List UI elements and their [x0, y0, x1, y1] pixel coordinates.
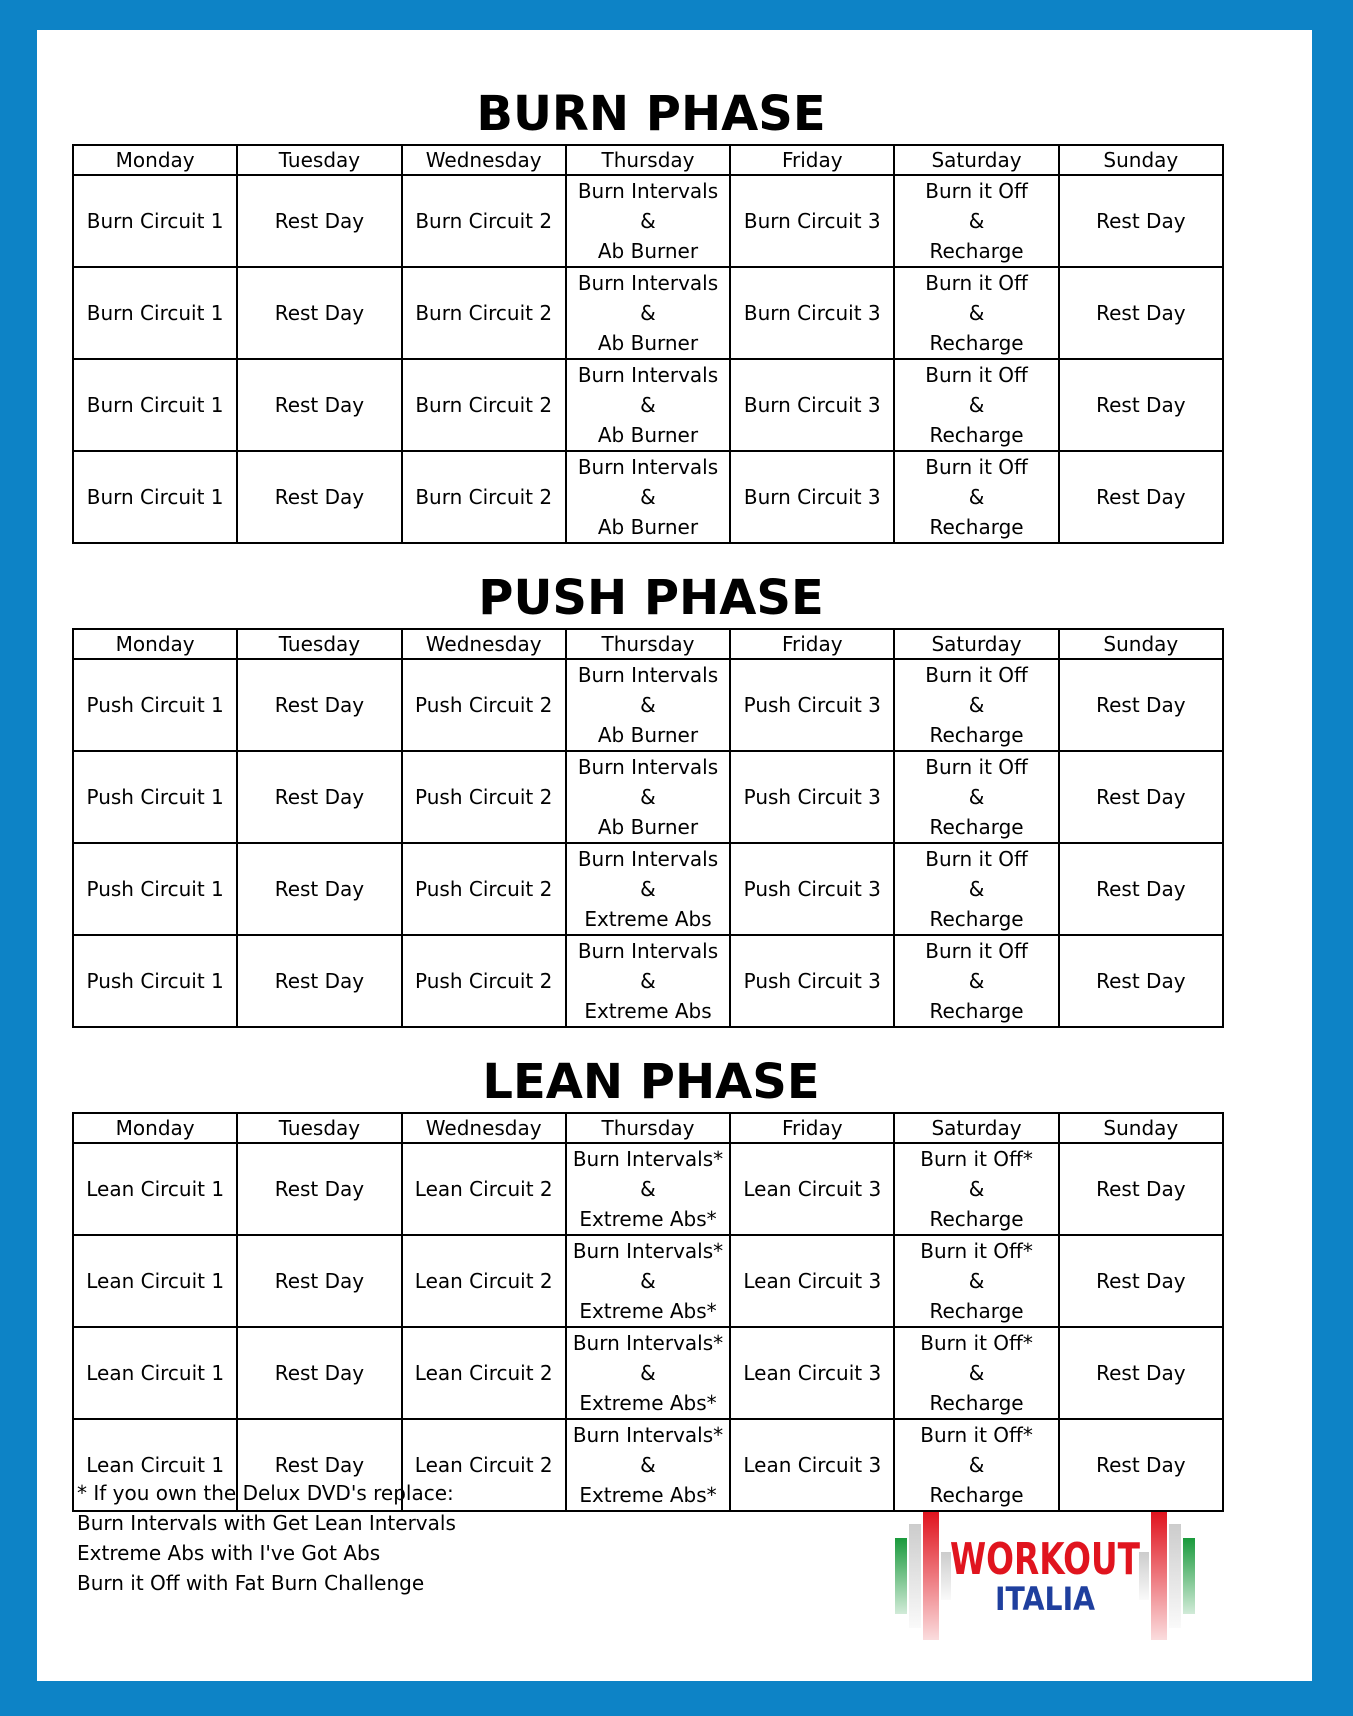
cell-line: Burn Intervals* — [572, 1147, 724, 1171]
cell-line: Push Circuit 2 — [415, 785, 553, 809]
cell-line: Ab Burner — [597, 423, 699, 447]
cell-line: Burn it Off — [925, 755, 1028, 779]
cell-line: Rest Day — [274, 1453, 365, 1477]
schedule-cell — [402, 659, 566, 751]
schedule-cell — [730, 267, 894, 359]
cell-line: & — [968, 1269, 985, 1293]
cell-line: Recharge — [929, 1483, 1024, 1507]
cell-line: Burn it Off — [925, 271, 1028, 295]
table-row — [73, 659, 1223, 751]
schedule-cell — [237, 1235, 401, 1327]
cell-line: Lean Circuit 3 — [743, 1453, 882, 1477]
cell-line: Rest Day — [1096, 209, 1186, 233]
cell-line: Recharge — [929, 1299, 1024, 1323]
cell-line: Rest Day — [274, 1361, 365, 1385]
cell-line: Burn Circuit 3 — [743, 301, 881, 325]
schedule-cell — [1059, 751, 1223, 843]
cell-line: Ab Burner — [597, 815, 699, 839]
table-row — [73, 175, 1223, 267]
cell-line: Push Circuit 1 — [86, 785, 224, 809]
schedule-cell — [237, 751, 401, 843]
table-row — [73, 1327, 1223, 1419]
cell-line: Push Circuit 2 — [415, 877, 553, 901]
schedule-cell — [237, 359, 401, 451]
cell-line: Burn it Off* — [920, 1331, 1033, 1355]
cell-line: Lean Circuit 1 — [86, 1453, 225, 1477]
cell-line: & — [968, 301, 985, 325]
cell-line: Extreme Abs — [584, 999, 712, 1023]
schedule-cell — [1059, 659, 1223, 751]
cell-line: Rest Day — [274, 969, 365, 993]
day-header-sunday: Sunday — [1059, 145, 1223, 175]
schedule-cell — [730, 1419, 894, 1511]
schedule-cell — [402, 843, 566, 935]
cell-line: Burn Intervals — [577, 847, 719, 871]
schedule-table-lean — [72, 1112, 1224, 1512]
schedule-cell — [894, 659, 1058, 751]
schedule-cell — [73, 843, 237, 935]
cell-line: Rest Day — [274, 785, 365, 809]
schedule-cell — [566, 1235, 730, 1327]
schedule-cell — [237, 1143, 401, 1235]
schedule-cell — [566, 175, 730, 267]
footnote-line: * If you own the Delux DVD's replace: — [77, 1481, 454, 1505]
cell-line: Burn it Off — [925, 663, 1028, 687]
schedule-cell — [566, 267, 730, 359]
day-header-saturday: Saturday — [894, 629, 1058, 659]
cell-line: Lean Circuit 1 — [86, 1269, 225, 1293]
cell-line: Burn it Off* — [920, 1423, 1033, 1447]
cell-line: Burn it Off — [925, 847, 1028, 871]
cell-line: Lean Circuit 2 — [414, 1453, 553, 1477]
cell-line: Recharge — [929, 723, 1024, 747]
cell-line: Rest Day — [1096, 485, 1186, 509]
cell-line: Burn Intervals — [577, 271, 719, 295]
table-row — [73, 843, 1223, 935]
cell-line: Burn it Off — [925, 939, 1028, 963]
schedule-cell — [402, 359, 566, 451]
schedule-cell — [1059, 843, 1223, 935]
schedule-cell — [402, 1327, 566, 1419]
cell-line: Ab Burner — [597, 331, 699, 355]
day-header-wednesday: Wednesday — [402, 629, 566, 659]
day-header-saturday: Saturday — [894, 1113, 1058, 1143]
day-header-monday: Monday — [73, 1113, 237, 1143]
schedule-cell — [730, 451, 894, 543]
schedule-cell — [730, 1235, 894, 1327]
cell-line: & — [968, 485, 985, 509]
cell-line: Burn Circuit 3 — [743, 393, 881, 417]
cell-line: & — [640, 969, 656, 993]
cell-line: Rest Day — [274, 693, 365, 717]
schedule-cell — [402, 175, 566, 267]
cell-line: Push Circuit 2 — [415, 969, 553, 993]
schedule-cell — [566, 935, 730, 1027]
schedule-cell — [894, 359, 1058, 451]
phase-title-lean: LEAN PHASE — [482, 1054, 820, 1110]
table-row — [73, 1235, 1223, 1327]
schedule-cell — [894, 751, 1058, 843]
schedule-cell — [566, 1143, 730, 1235]
cell-line: Burn it Off — [925, 455, 1028, 479]
cell-line: & — [968, 693, 985, 717]
footnote-line: Extreme Abs with I've Got Abs — [77, 1541, 381, 1565]
table-row — [73, 935, 1223, 1027]
cell-line: Rest Day — [274, 1269, 365, 1293]
schedule-cell — [894, 1419, 1058, 1511]
cell-line: Burn Circuit 1 — [86, 393, 224, 417]
schedule-cell — [73, 751, 237, 843]
cell-line: & — [640, 1177, 656, 1201]
cell-line: Burn Circuit 2 — [415, 485, 553, 509]
cell-line: Rest Day — [274, 485, 365, 509]
cell-line: Rest Day — [1096, 1361, 1186, 1385]
cell-line: Recharge — [929, 999, 1024, 1023]
cell-line: Push Circuit 1 — [86, 969, 224, 993]
cell-line: Lean Circuit 2 — [414, 1177, 553, 1201]
cell-line: Burn it Off* — [920, 1239, 1033, 1263]
cell-line: Extreme Abs* — [579, 1483, 717, 1507]
cell-line: Rest Day — [1096, 693, 1186, 717]
logo-word-workout: WORKOUT — [950, 1534, 1140, 1585]
cell-line: Recharge — [929, 907, 1024, 931]
schedule-cell — [566, 359, 730, 451]
schedule-cell — [237, 451, 401, 543]
cell-line: & — [640, 301, 656, 325]
cell-line: Recharge — [929, 815, 1024, 839]
schedule-cell — [1059, 267, 1223, 359]
cell-line: Burn Intervals — [577, 363, 719, 387]
cell-line: Burn Circuit 1 — [86, 485, 224, 509]
cell-line: Rest Day — [1096, 393, 1186, 417]
day-header-friday: Friday — [730, 145, 894, 175]
schedule-cell — [73, 359, 237, 451]
cell-line: Rest Day — [274, 393, 365, 417]
cell-line: & — [968, 969, 985, 993]
cell-line: Lean Circuit 3 — [743, 1269, 882, 1293]
schedule-cell — [566, 451, 730, 543]
day-header-wednesday: Wednesday — [402, 145, 566, 175]
cell-line: Recharge — [929, 515, 1024, 539]
cell-line: Lean Circuit 1 — [86, 1361, 225, 1385]
schedule-cell — [402, 751, 566, 843]
cell-line: & — [640, 1361, 656, 1385]
cell-line: Push Circuit 1 — [86, 877, 224, 901]
cell-line: Burn it Off* — [920, 1147, 1033, 1171]
schedule-cell — [402, 267, 566, 359]
table-row — [73, 1143, 1223, 1235]
table-row — [73, 451, 1223, 543]
cell-line: Recharge — [929, 423, 1024, 447]
cell-line: & — [640, 877, 656, 901]
schedule-cell — [73, 1327, 237, 1419]
cell-line: Extreme Abs — [584, 907, 712, 931]
day-header-sunday: Sunday — [1059, 1113, 1223, 1143]
cell-line: Burn Circuit 2 — [415, 301, 553, 325]
day-header-monday: Monday — [73, 629, 237, 659]
cell-line: Burn Circuit 2 — [415, 209, 553, 233]
schedule-cell — [566, 1419, 730, 1511]
cell-line: Burn it Off — [925, 363, 1028, 387]
cell-line: Burn Intervals — [577, 755, 719, 779]
day-header-thursday: Thursday — [566, 1113, 730, 1143]
cell-line: & — [968, 1453, 985, 1477]
schedule-cell — [1059, 359, 1223, 451]
day-header-tuesday: Tuesday — [237, 145, 401, 175]
schedule-cell — [1059, 1143, 1223, 1235]
cell-line: Ab Burner — [597, 723, 699, 747]
cell-line: Rest Day — [274, 209, 365, 233]
schedule-cell — [402, 1235, 566, 1327]
schedule-cell — [402, 451, 566, 543]
schedule-cell — [73, 1235, 237, 1327]
cell-line: Burn Circuit 1 — [86, 209, 224, 233]
schedule-cell — [73, 659, 237, 751]
schedule-cell — [1059, 1327, 1223, 1419]
cell-line: Burn Intervals* — [572, 1423, 724, 1447]
cell-line: Burn Circuit 3 — [743, 485, 881, 509]
cell-line: Rest Day — [1096, 301, 1186, 325]
cell-line: & — [968, 877, 985, 901]
cell-line: Lean Circuit 1 — [86, 1177, 225, 1201]
cell-line: & — [640, 785, 656, 809]
schedule-cell — [566, 659, 730, 751]
schedule-cell — [894, 451, 1058, 543]
footnote — [77, 1478, 456, 1598]
table-row — [73, 751, 1223, 843]
schedule-cell — [894, 1327, 1058, 1419]
schedule-cell — [73, 451, 237, 543]
cell-line: & — [968, 1177, 985, 1201]
schedule-cell — [730, 659, 894, 751]
schedule-cell — [402, 1143, 566, 1235]
schedule-sheet — [37, 30, 1312, 1681]
schedule-cell — [566, 751, 730, 843]
cell-line: Push Circuit 3 — [743, 693, 881, 717]
schedule-cell — [566, 843, 730, 935]
phase-title-push: PUSH PHASE — [478, 570, 824, 626]
schedule-table-burn — [72, 144, 1224, 544]
cell-line: Rest Day — [274, 877, 365, 901]
schedule-cell — [730, 359, 894, 451]
day-header-thursday: Thursday — [566, 145, 730, 175]
cell-line: Push Circuit 3 — [743, 877, 881, 901]
cell-line: Burn Intervals* — [572, 1239, 724, 1263]
schedule-cell — [566, 1327, 730, 1419]
schedule-cell — [237, 267, 401, 359]
day-header-sunday: Sunday — [1059, 629, 1223, 659]
schedule-cell — [237, 1327, 401, 1419]
cell-line: Burn Intervals* — [572, 1331, 724, 1355]
schedule-cell — [237, 843, 401, 935]
cell-line: Extreme Abs* — [579, 1207, 717, 1231]
workout-italia-logo — [883, 1502, 1208, 1652]
cell-line: Lean Circuit 3 — [743, 1361, 882, 1385]
cell-line: Rest Day — [1096, 969, 1186, 993]
cell-line: Lean Circuit 2 — [414, 1269, 553, 1293]
schedule-cell — [73, 1143, 237, 1235]
cell-line: Lean Circuit 2 — [414, 1361, 553, 1385]
schedule-cell — [894, 843, 1058, 935]
schedule-cell — [730, 751, 894, 843]
cell-line: Rest Day — [274, 301, 365, 325]
schedule-cell — [73, 935, 237, 1027]
cell-line: & — [968, 209, 985, 233]
cell-line: Burn Intervals — [577, 179, 719, 203]
cell-line: Push Circuit 3 — [743, 969, 881, 993]
table-row — [73, 359, 1223, 451]
cell-line: & — [640, 1269, 656, 1293]
cell-line: Extreme Abs* — [579, 1299, 717, 1323]
cell-line: Push Circuit 3 — [743, 785, 881, 809]
schedule-cell — [1059, 1419, 1223, 1511]
cell-line: Burn Intervals — [577, 939, 719, 963]
schedule-cell — [730, 843, 894, 935]
cell-line: & — [640, 485, 656, 509]
cell-line: Rest Day — [1096, 785, 1186, 809]
cell-line: Burn Circuit 1 — [86, 301, 224, 325]
cell-line: Push Circuit 1 — [86, 693, 224, 717]
day-header-tuesday: Tuesday — [237, 1113, 401, 1143]
cell-line: Push Circuit 2 — [415, 693, 553, 717]
schedule-cell — [730, 1143, 894, 1235]
cell-line: Rest Day — [1096, 1453, 1186, 1477]
cell-line: & — [968, 1361, 985, 1385]
schedule-cell — [894, 175, 1058, 267]
cell-line: Burn Intervals — [577, 455, 719, 479]
cell-line: Recharge — [929, 239, 1024, 263]
cell-line: Extreme Abs* — [579, 1391, 717, 1415]
cell-line: Lean Circuit 3 — [743, 1177, 882, 1201]
schedule-cell — [1059, 935, 1223, 1027]
cell-line: Burn Intervals — [577, 663, 719, 687]
cell-line: Recharge — [929, 1207, 1024, 1231]
schedule-cell — [73, 267, 237, 359]
footnote-line: Burn it Off with Fat Burn Challenge — [77, 1571, 425, 1595]
day-header-tuesday: Tuesday — [237, 629, 401, 659]
cell-line: & — [640, 209, 656, 233]
schedule-cell — [894, 1235, 1058, 1327]
cell-line: & — [968, 785, 985, 809]
day-header-monday: Monday — [73, 145, 237, 175]
cell-line: Ab Burner — [597, 239, 699, 263]
day-header-saturday: Saturday — [894, 145, 1058, 175]
schedule-cell — [1059, 451, 1223, 543]
day-header-friday: Friday — [730, 1113, 894, 1143]
cell-line: & — [640, 1453, 656, 1477]
day-header-thursday: Thursday — [566, 629, 730, 659]
cell-line: & — [968, 393, 985, 417]
cell-line: Rest Day — [1096, 1177, 1186, 1201]
schedule-cell — [730, 175, 894, 267]
schedule-cell — [1059, 175, 1223, 267]
logo-word-italia: ITALIA — [995, 1580, 1096, 1618]
cell-line: & — [640, 693, 656, 717]
cell-line: Rest Day — [1096, 1269, 1186, 1293]
cell-line: Rest Day — [1096, 877, 1186, 901]
schedule-cell — [894, 935, 1058, 1027]
schedule-cell — [1059, 1235, 1223, 1327]
schedule-cell — [237, 175, 401, 267]
cell-line: Recharge — [929, 331, 1024, 355]
schedule-cell — [73, 175, 237, 267]
cell-line: Ab Burner — [597, 515, 699, 539]
day-header-wednesday: Wednesday — [402, 1113, 566, 1143]
schedule-table-push — [72, 628, 1224, 1028]
phase-title-burn: BURN PHASE — [476, 86, 826, 142]
day-header-friday: Friday — [730, 629, 894, 659]
schedule-cell — [730, 1327, 894, 1419]
schedule-cell — [730, 935, 894, 1027]
table-row — [73, 267, 1223, 359]
schedule-cell — [402, 935, 566, 1027]
cell-line: Burn Circuit 3 — [743, 209, 881, 233]
cell-line: Rest Day — [274, 1177, 365, 1201]
cell-line: Recharge — [929, 1391, 1024, 1415]
footnote-line: Burn Intervals with Get Lean Intervals — [77, 1511, 456, 1535]
schedule-cell — [894, 1143, 1058, 1235]
cell-line: & — [640, 393, 656, 417]
cell-line: Burn Circuit 2 — [415, 393, 553, 417]
schedule-cell — [237, 935, 401, 1027]
schedule-cell — [237, 659, 401, 751]
cell-line: Burn it Off — [925, 179, 1028, 203]
schedule-cell — [894, 267, 1058, 359]
